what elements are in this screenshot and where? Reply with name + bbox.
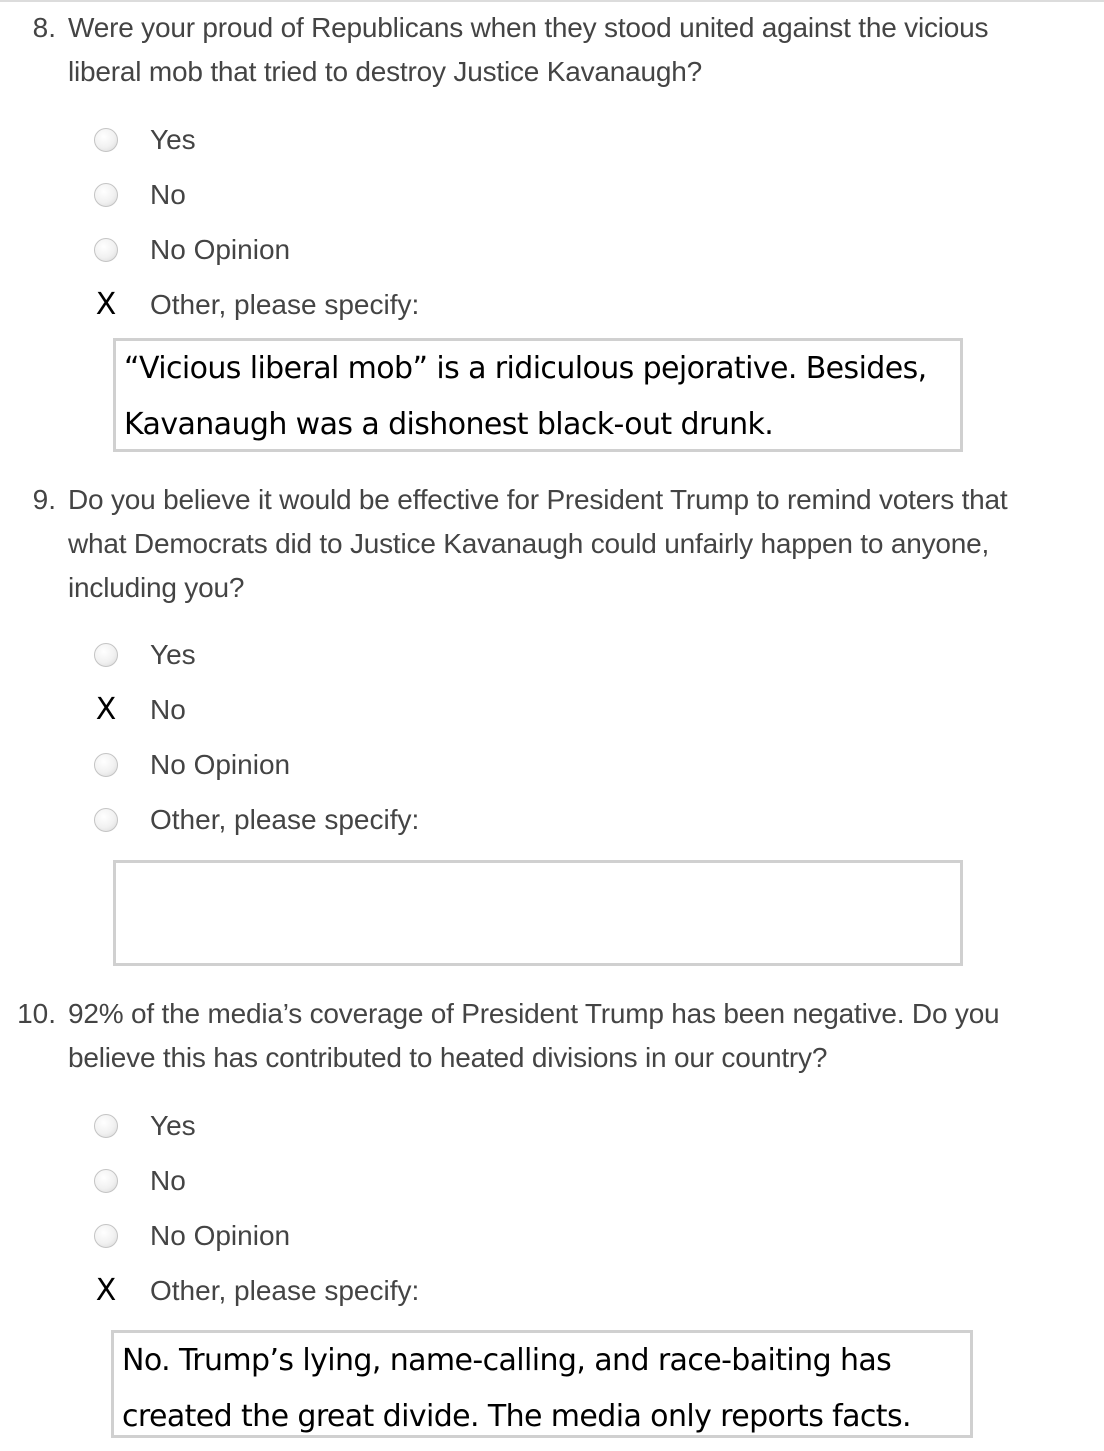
q10-other-input[interactable] <box>111 1330 973 1438</box>
q10-option-no[interactable] <box>0 1165 700 1205</box>
question-text: Do you believe it would be effective for President Trump to remind voters that what Democrats did to Justice Kavanaugh could unfairly happen to anyone, including you? <box>68 484 1008 603</box>
option-label: Other, please specify: <box>150 1275 420 1306</box>
radio-icon[interactable] <box>94 808 118 832</box>
option-label: No Opinion <box>150 234 291 265</box>
top-divider <box>0 0 1104 2</box>
x-mark-icon[interactable]: X <box>95 692 117 727</box>
other-answer-text: “Vicious liberal mob” is a ridiculous pejorative. Besides, Kavanaugh was a dishonest black-out drunk. <box>124 351 927 442</box>
question-number: 10. <box>17 998 56 1029</box>
radio-icon[interactable] <box>94 1224 118 1248</box>
radio-icon[interactable] <box>94 1114 118 1138</box>
question-text: Were your proud of Republicans when they stood united against the vicious liberal mob that tried to destroy Justice Kavanaugh? <box>68 12 989 87</box>
option-label: No <box>150 694 186 725</box>
radio-icon[interactable] <box>94 128 118 152</box>
q8-other-input[interactable] <box>113 338 963 452</box>
q9-option-no-opinion[interactable] <box>0 749 700 789</box>
option-label: No <box>150 1165 186 1196</box>
x-mark-icon[interactable]: X <box>95 287 117 322</box>
radio-icon[interactable] <box>94 643 118 667</box>
radio-icon[interactable] <box>94 1169 118 1193</box>
option-label: Yes <box>150 1110 196 1141</box>
other-answer-text: No. Trump’s lying, name-calling, and race-baiting has created the great divide. The media only reports facts. <box>122 1343 911 1434</box>
option-label: Yes <box>150 124 196 155</box>
q8-option-other[interactable] <box>0 289 700 329</box>
q9-option-other[interactable] <box>0 804 700 844</box>
question-number: 8. <box>32 12 56 43</box>
option-label: Other, please specify: <box>150 804 420 835</box>
option-label: Yes <box>150 639 196 670</box>
x-mark-icon[interactable]: X <box>95 1273 117 1308</box>
option-label: No <box>150 179 186 210</box>
option-label: No Opinion <box>150 1220 291 1251</box>
radio-icon[interactable] <box>94 753 118 777</box>
radio-icon[interactable] <box>94 183 118 207</box>
q9-option-no[interactable] <box>0 694 700 734</box>
question-text: 92% of the media’s coverage of President Trump has been negative. Do you believe this has contributed to heated divisions in our country? <box>68 998 1000 1073</box>
q10-option-other[interactable] <box>0 1275 700 1315</box>
option-label: Other, please specify: <box>150 289 420 320</box>
q9-option-yes[interactable] <box>0 639 700 679</box>
option-label: No Opinion <box>150 749 291 780</box>
radio-icon[interactable] <box>94 238 118 262</box>
q8-option-no[interactable] <box>0 179 700 219</box>
question-number: 9. <box>32 484 56 515</box>
q8-option-yes[interactable] <box>0 124 700 164</box>
q9-other-input[interactable] <box>113 860 963 966</box>
q10-option-yes[interactable] <box>0 1110 700 1150</box>
q10-option-no-opinion[interactable] <box>0 1220 700 1260</box>
q8-option-no-opinion[interactable] <box>0 234 700 274</box>
